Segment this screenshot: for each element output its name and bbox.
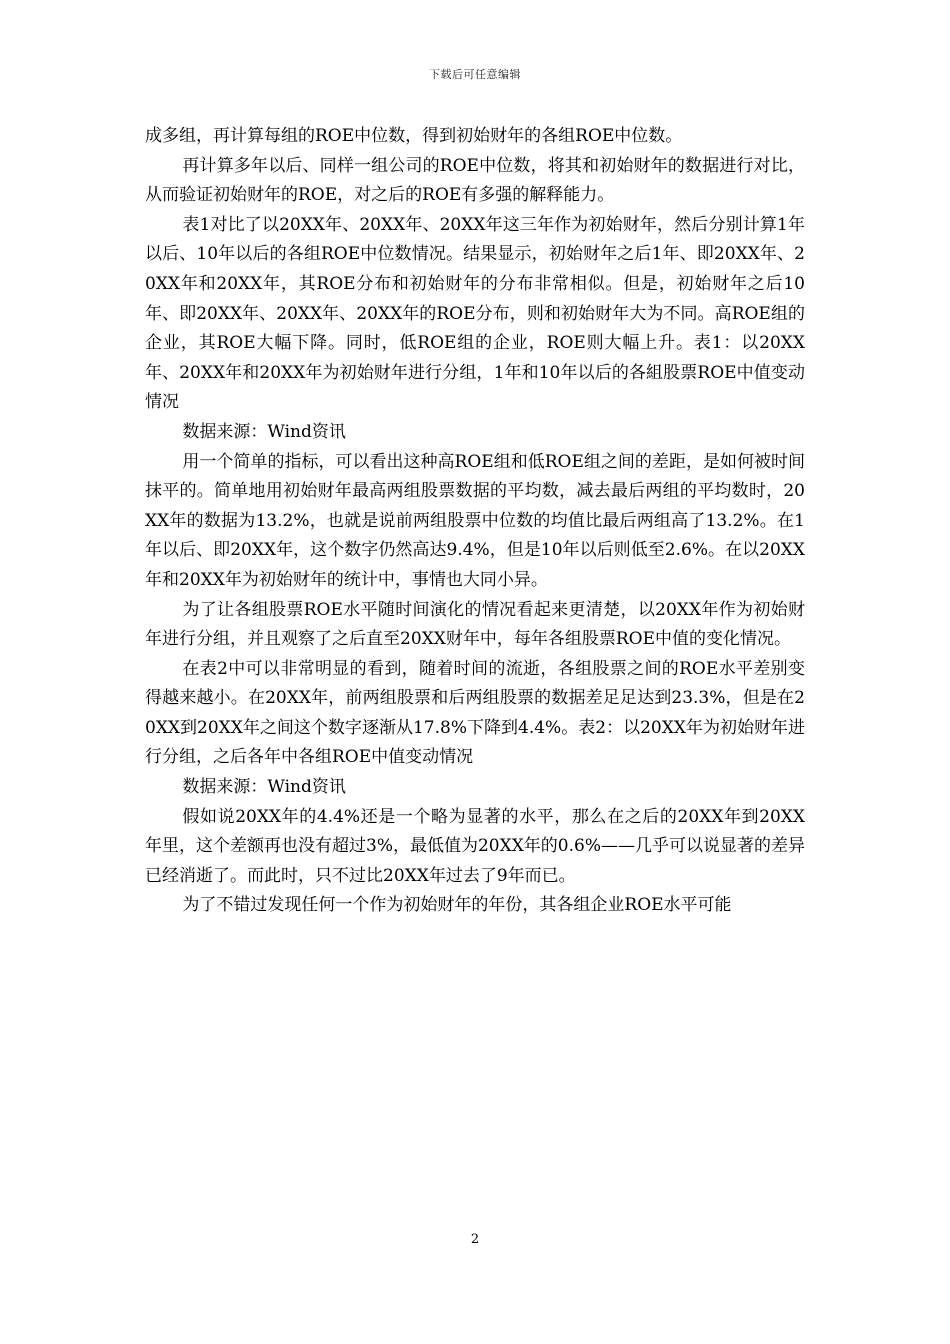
paragraph-1: 成多组，再计算每组的ROE中位数，得到初始财年的各组ROE中位数。 xyxy=(145,126,683,146)
paragraph-2: 再计算多年以后、同样一组公司的ROE中位数，将其和初始财年的数据进行对比，从而验证初始财年的ROE，对之后的ROE有多强的解释能力。 xyxy=(145,155,805,206)
page-number: 2 xyxy=(470,1232,480,1247)
document-body xyxy=(145,122,805,921)
paragraph-5: 用一个简单的指标，可以看出这种高ROE组和低ROE组之间的差距，是如何被时间抹平的。简单地用初始财年最高两组股票数据的平均数，减去最后两组的平均数时，20XX年的数据为13.2%，也就是说前两组股票中位数的均值比最后两组高了13.2%。在1年以后、即20XX年，这个数字仍然高达9.4%，但是10年以后则低至2.6%。在以20XX年和20XX年为初始财年的统计中，事情也大同小异。 xyxy=(145,451,805,590)
data-source-note-2: 数据来源：Wind资讯 xyxy=(182,777,346,798)
paragraph-3: 表1对比了以20XX年、20XX年、20XX年这三年作为初始财年，然后分别计算1年以后、10年以后的各组ROE中位数情况。结果显示，初始财年之后1年、即20XX年、20XX年和20XX年，其ROE分布和初始财年的分布非常相似。但是，初始财年之后10年、即20XX年、20XX年、20XX年的ROE分布，则和初始财年大为不同。高ROE组的企业，其ROE大幅下降。同时，低ROE组的企业，ROE则大幅上升。表1：以20XX年、20XX年和20XX年为初始财年进行分组，1年和10年以后的各組股票ROE中值变动情况 xyxy=(145,214,805,413)
paragraph-6: 为了让各组股票ROE水平随时间演化的情况看起来更清楚，以20XX年作为初始财年进行分组，并且观察了之后直至20XX财年中，每年各组股票ROE中值的变化情况。 xyxy=(145,599,805,650)
data-source-note-1: 数据来源：Wind资讯 xyxy=(182,421,346,442)
paragraph-7: 在表2中可以非常明显的看到，随着时间的流逝，各组股票之间的ROE水平差别变得越来越小。在20XX年，前两组股票和后两组股票的数据差足足达到23.3%，但是在20XX到20XX年之间这个数字逐渐从17.8%下降到4.4%。表2：以20XX年为初始财年进行分组，之后各年中各组ROE中值变动情况 xyxy=(145,658,805,768)
page-header: 下载后可任意编辑 xyxy=(429,68,521,81)
paragraph-10: 为了不错过发现任何一个作为初始财年的年份，其各组企业ROE水平可能 xyxy=(182,895,732,916)
paragraph-9: 假如说20XX年的4.4%还是一个略为显著的水平，那么在之后的20XX年到20XX年里，这个差额再也没有超过3%，最低值为20XX年的0.6%——几乎可以说显著的差异已经消逝了。而此时，只不过比20XX年过去了9年而已。 xyxy=(145,806,805,886)
